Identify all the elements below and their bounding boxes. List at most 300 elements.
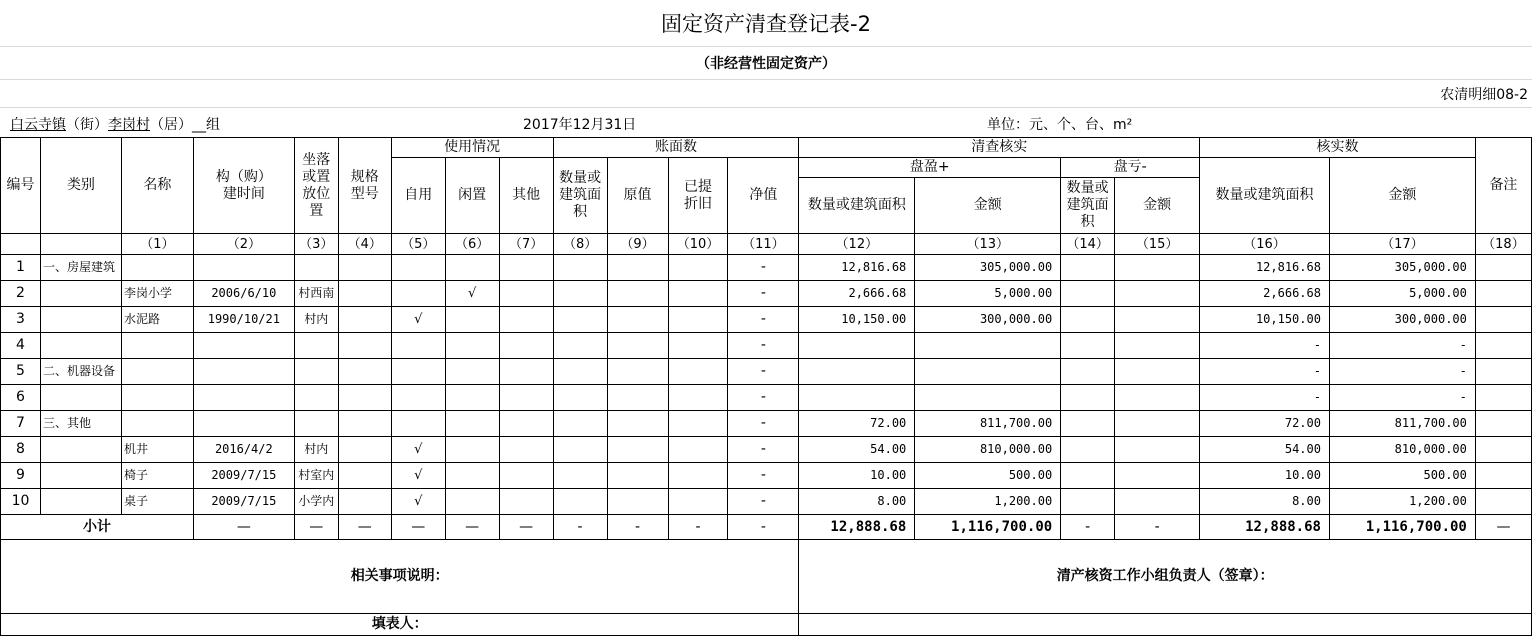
row-surplus-amt: 300,000.00 [915, 307, 1061, 333]
row-orig-value [607, 281, 668, 307]
row-surplus-qty: 12,816.68 [799, 255, 915, 281]
index-cell: （14） [1061, 234, 1115, 255]
unit-label: 单位：元、个、台、m² [987, 117, 1133, 133]
subtotal-surplus-amt: 1,116,700.00 [915, 515, 1061, 540]
row-no: 7 [1, 411, 41, 437]
town-name: 白云寺镇 [10, 117, 66, 133]
row-self-use: √ [391, 437, 445, 463]
row-spec [338, 255, 391, 281]
row-idle [445, 437, 499, 463]
index-cell [40, 234, 121, 255]
row-verified-amt: 305,000.00 [1329, 255, 1475, 281]
row-idle [445, 255, 499, 281]
row-name: 水泥路 [121, 307, 193, 333]
row-loss-qty [1061, 463, 1115, 489]
row-verified-qty: 8.00 [1200, 489, 1330, 515]
row-remark [1475, 333, 1531, 359]
row-location: 村内 [294, 307, 338, 333]
row-net-value: - [728, 489, 799, 515]
form-code: 农清明细08-2 [1440, 87, 1528, 103]
table-row [1, 281, 1532, 307]
row-verified-amt: 500.00 [1329, 463, 1475, 489]
row-location: 村西南 [294, 281, 338, 307]
row-orig-value [607, 437, 668, 463]
row-orig-value [607, 307, 668, 333]
row-book-qty [553, 411, 607, 437]
row-verified-qty: - [1200, 333, 1330, 359]
row-orig-value [607, 333, 668, 359]
row-net-value: - [728, 307, 799, 333]
row-name: 椅子 [121, 463, 193, 489]
row-verified-amt: 810,000.00 [1329, 437, 1475, 463]
index-cell [1, 234, 41, 255]
row-other [499, 307, 553, 333]
filler-label: 填表人： [371, 616, 428, 632]
row-category: 三、其他 [40, 411, 121, 437]
row-other [499, 385, 553, 411]
row-other [499, 411, 553, 437]
row-remark [1475, 463, 1531, 489]
row-surplus-amt: 500.00 [915, 463, 1061, 489]
row-spec [338, 281, 391, 307]
row-verified-qty: 10,150.00 [1200, 307, 1330, 333]
row-location: 村内 [294, 437, 338, 463]
row-spec [338, 411, 391, 437]
header-verified-qty: 数量或建筑面积 [1200, 158, 1330, 234]
row-spec [338, 489, 391, 515]
row-book-qty [553, 463, 607, 489]
row-location [294, 411, 338, 437]
index-cell: （12） [799, 234, 915, 255]
row-category: 一、房屋建筑 [40, 255, 121, 281]
row-idle [445, 463, 499, 489]
row-no: 4 [1, 333, 41, 359]
row-idle [445, 307, 499, 333]
row-loss-qty [1061, 281, 1115, 307]
row-net-value: - [728, 463, 799, 489]
row-verified-amt: - [1329, 333, 1475, 359]
row-loss-amt [1115, 489, 1200, 515]
row-category [40, 489, 121, 515]
notes-row [1, 540, 1532, 614]
row-spec [338, 437, 391, 463]
row-orig-value [607, 359, 668, 385]
row-category: 二、机器设备 [40, 359, 121, 385]
subtotal-dash: — [1475, 515, 1531, 540]
row-book-qty [553, 281, 607, 307]
row-depreciation [668, 307, 728, 333]
subtotal-dash: — [445, 515, 499, 540]
row-self-use [391, 411, 445, 437]
row-no: 10 [1, 489, 41, 515]
row-orig-value [607, 411, 668, 437]
row-idle [445, 385, 499, 411]
subtotal-dash: — [338, 515, 391, 540]
row-net-value: - [728, 359, 799, 385]
row-loss-amt [1115, 411, 1200, 437]
form-title: 固定资产清查登记表-2 [0, 0, 1532, 47]
subtotal-dash: — [391, 515, 445, 540]
header-loss-amt: 金额 [1115, 178, 1200, 234]
row-built-time [193, 333, 294, 359]
row-surplus-qty [799, 385, 915, 411]
town-suffix: （街） [66, 117, 108, 133]
header-verified-amt: 金额 [1329, 158, 1475, 234]
row-remark [1475, 307, 1531, 333]
row-surplus-qty: 10.00 [799, 463, 915, 489]
row-loss-qty [1061, 333, 1115, 359]
row-remark [1475, 385, 1531, 411]
row-loss-amt [1115, 255, 1200, 281]
row-verified-amt: - [1329, 385, 1475, 411]
subtotal-dash: — [193, 515, 294, 540]
subtotal-dash: - [1061, 515, 1115, 540]
row-name [121, 333, 193, 359]
row-surplus-qty: 10,150.00 [799, 307, 915, 333]
index-cell: （3） [294, 234, 338, 255]
row-net-value: - [728, 385, 799, 411]
header-verified: 核实数 [1200, 138, 1476, 158]
header-usage: 使用情况 [391, 138, 553, 158]
row-verified-qty: 72.00 [1200, 411, 1330, 437]
row-net-value: - [728, 437, 799, 463]
village-suffix: （居） [150, 117, 192, 133]
row-location [294, 385, 338, 411]
table-row [1, 333, 1532, 359]
index-cell: （1） [121, 234, 193, 255]
row-verified-qty: 10.00 [1200, 463, 1330, 489]
row-location [294, 255, 338, 281]
row-self-use [391, 281, 445, 307]
row-orig-value [607, 463, 668, 489]
row-loss-amt [1115, 333, 1200, 359]
row-book-qty [553, 489, 607, 515]
notes-cell [1, 540, 799, 614]
row-loss-amt [1115, 281, 1200, 307]
row-surplus-amt [915, 385, 1061, 411]
row-spec [338, 307, 391, 333]
row-location: 村室内 [294, 463, 338, 489]
row-loss-qty [1061, 359, 1115, 385]
row-self-use [391, 333, 445, 359]
row-category [40, 281, 121, 307]
row-book-qty [553, 385, 607, 411]
row-remark [1475, 411, 1531, 437]
group-suffix: 组 [206, 117, 220, 133]
row-net-value: - [728, 281, 799, 307]
row-depreciation [668, 463, 728, 489]
row-surplus-amt [915, 333, 1061, 359]
index-cell: （18） [1475, 234, 1531, 255]
index-cell: （10） [668, 234, 728, 255]
row-remark [1475, 255, 1531, 281]
row-verified-amt: 300,000.00 [1329, 307, 1475, 333]
table-row [1, 307, 1532, 333]
row-self-use [391, 255, 445, 281]
row-surplus-qty: 2,666.68 [799, 281, 915, 307]
row-other [499, 489, 553, 515]
row-verified-qty: 12,816.68 [1200, 255, 1330, 281]
row-other [499, 281, 553, 307]
row-loss-amt [1115, 359, 1200, 385]
header-loss-qty: 数量或建筑面积 [1061, 178, 1115, 234]
row-built-time [193, 359, 294, 385]
subtotal-verified-amt: 1,116,700.00 [1329, 515, 1475, 540]
subtotal-dash: - [728, 515, 799, 540]
index-cell: （16） [1200, 234, 1330, 255]
row-surplus-amt [915, 359, 1061, 385]
subtotal-label: 小计 [1, 515, 194, 540]
row-net-value: - [728, 333, 799, 359]
row-surplus-amt: 1,200.00 [915, 489, 1061, 515]
table-row [1, 411, 1532, 437]
index-cell: （11） [728, 234, 799, 255]
row-other [499, 255, 553, 281]
header-net-value: 净值 [728, 158, 799, 234]
subtotal-dash: - [668, 515, 728, 540]
row-surplus-amt: 811,700.00 [915, 411, 1061, 437]
row-no: 6 [1, 385, 41, 411]
row-built-time: 2006/6/10 [193, 281, 294, 307]
row-loss-amt [1115, 437, 1200, 463]
row-depreciation [668, 255, 728, 281]
index-cell: （2） [193, 234, 294, 255]
row-loss-amt [1115, 307, 1200, 333]
header-depreciation: 已提折旧 [668, 158, 728, 234]
row-surplus-qty [799, 359, 915, 385]
index-cell: （13） [915, 234, 1061, 255]
column-index-row [1, 234, 1532, 255]
row-depreciation [668, 437, 728, 463]
header-no: 编号 [1, 138, 41, 234]
row-verified-amt: 811,700.00 [1329, 411, 1475, 437]
row-category [40, 307, 121, 333]
row-orig-value [607, 255, 668, 281]
row-surplus-amt: 5,000.00 [915, 281, 1061, 307]
row-spec [338, 359, 391, 385]
row-category [40, 463, 121, 489]
row-surplus-qty: 8.00 [799, 489, 915, 515]
row-loss-qty [1061, 385, 1115, 411]
row-remark [1475, 489, 1531, 515]
row-surplus-amt: 305,000.00 [915, 255, 1061, 281]
table-row [1, 385, 1532, 411]
row-location [294, 333, 338, 359]
row-net-value: - [728, 255, 799, 281]
subtotal-dash: — [294, 515, 338, 540]
subtotal-row [1, 515, 1532, 540]
row-remark [1475, 281, 1531, 307]
row-spec [338, 333, 391, 359]
index-cell: （9） [607, 234, 668, 255]
row-self-use: √ [391, 463, 445, 489]
row-depreciation [668, 489, 728, 515]
responsible-label: 清产核资工作小组负责人（签章）： [1056, 568, 1274, 584]
row-verified-qty: - [1200, 359, 1330, 385]
index-cell: （4） [338, 234, 391, 255]
subtotal-dash: — [499, 515, 553, 540]
row-name [121, 411, 193, 437]
responsible-cell [799, 540, 1532, 614]
table-row [1, 359, 1532, 385]
header-spec: 规格型号 [338, 138, 391, 234]
filler-cell [1, 614, 799, 636]
row-other [499, 437, 553, 463]
row-self-use [391, 385, 445, 411]
row-built-time: 1990/10/21 [193, 307, 294, 333]
row-no: 2 [1, 281, 41, 307]
header-row-1 [1, 138, 1532, 158]
row-surplus-amt: 810,000.00 [915, 437, 1061, 463]
row-depreciation [668, 333, 728, 359]
row-location [294, 359, 338, 385]
table-row [1, 489, 1532, 515]
subtotal-dash: - [553, 515, 607, 540]
row-net-value: - [728, 411, 799, 437]
header-book-qty: 数量或建筑面积 [553, 158, 607, 234]
header-built-time: 构（购）建时间 [193, 138, 294, 234]
row-name [121, 359, 193, 385]
table-row [1, 437, 1532, 463]
row-depreciation [668, 411, 728, 437]
filler-row [1, 614, 1532, 636]
row-category [40, 437, 121, 463]
row-idle [445, 359, 499, 385]
header-book: 账面数 [553, 138, 799, 158]
row-loss-qty [1061, 255, 1115, 281]
row-verified-amt: 5,000.00 [1329, 281, 1475, 307]
row-verified-qty: - [1200, 385, 1330, 411]
village-name: 李岗村 [108, 117, 150, 133]
row-self-use [391, 359, 445, 385]
index-cell: （15） [1115, 234, 1200, 255]
row-remark [1475, 359, 1531, 385]
row-idle [445, 333, 499, 359]
row-verified-qty: 2,666.68 [1200, 281, 1330, 307]
row-loss-amt [1115, 385, 1200, 411]
divider [0, 107, 1532, 108]
index-cell: （5） [391, 234, 445, 255]
row-name [121, 255, 193, 281]
group-blank: __ [192, 117, 206, 133]
row-loss-qty [1061, 489, 1115, 515]
row-verified-qty: 54.00 [1200, 437, 1330, 463]
row-built-time: 2009/7/15 [193, 489, 294, 515]
row-name: 李岗小学 [121, 281, 193, 307]
row-built-time: 2009/7/15 [193, 463, 294, 489]
header-category: 类别 [40, 138, 121, 234]
filler-empty [799, 614, 1532, 636]
row-category [40, 333, 121, 359]
row-verified-amt: - [1329, 359, 1475, 385]
index-cell: （17） [1329, 234, 1475, 255]
header-name: 名称 [121, 138, 193, 234]
row-idle: √ [445, 281, 499, 307]
row-orig-value [607, 385, 668, 411]
row-surplus-qty: 54.00 [799, 437, 915, 463]
row-built-time [193, 255, 294, 281]
row-name: 桌子 [121, 489, 193, 515]
row-loss-qty [1061, 411, 1115, 437]
header-surplus-amt: 金额 [915, 178, 1061, 234]
header-loss: 盘亏- [1061, 158, 1200, 178]
header-location: 坐落或置放位置 [294, 138, 338, 234]
form-subtitle: （非经营性固定资产） [0, 47, 1532, 80]
header-surplus-qty: 数量或建筑面积 [799, 178, 915, 234]
row-idle [445, 489, 499, 515]
index-cell: （7） [499, 234, 553, 255]
table-row [1, 463, 1532, 489]
notes-label: 相关事项说明： [350, 568, 449, 584]
row-no: 8 [1, 437, 41, 463]
row-other [499, 333, 553, 359]
row-other [499, 463, 553, 489]
row-no: 9 [1, 463, 41, 489]
row-no: 1 [1, 255, 41, 281]
row-depreciation [668, 359, 728, 385]
row-no: 5 [1, 359, 41, 385]
row-orig-value [607, 489, 668, 515]
subtotal-surplus-qty: 12,888.68 [799, 515, 915, 540]
row-depreciation [668, 385, 728, 411]
index-cell: （6） [445, 234, 499, 255]
row-verified-amt: 1,200.00 [1329, 489, 1475, 515]
row-other [499, 359, 553, 385]
row-loss-amt [1115, 463, 1200, 489]
row-self-use: √ [391, 307, 445, 333]
row-loss-qty [1061, 307, 1115, 333]
header-remark: 备注 [1475, 138, 1531, 234]
row-book-qty [553, 307, 607, 333]
row-name [121, 385, 193, 411]
row-book-qty [553, 255, 607, 281]
header-other: 其他 [499, 158, 553, 234]
row-book-qty [553, 333, 607, 359]
row-no: 3 [1, 307, 41, 333]
row-built-time: 2016/4/2 [193, 437, 294, 463]
row-built-time [193, 385, 294, 411]
header-surplus: 盘盈+ [799, 158, 1061, 178]
header-check: 清查核实 [799, 138, 1200, 158]
report-date: 2017年12月31日 [523, 117, 637, 133]
row-spec [338, 385, 391, 411]
row-book-qty [553, 359, 607, 385]
row-idle [445, 411, 499, 437]
row-surplus-qty: 72.00 [799, 411, 915, 437]
row-self-use: √ [391, 489, 445, 515]
header-idle: 闲置 [445, 158, 499, 234]
row-built-time [193, 411, 294, 437]
row-spec [338, 463, 391, 489]
index-cell: （8） [553, 234, 607, 255]
asset-table [0, 137, 1532, 636]
subtotal-dash: - [607, 515, 668, 540]
row-book-qty [553, 437, 607, 463]
header-orig-value: 原值 [607, 158, 668, 234]
row-depreciation [668, 281, 728, 307]
location-line [10, 114, 220, 134]
subtotal-verified-qty: 12,888.68 [1200, 515, 1330, 540]
row-name: 机井 [121, 437, 193, 463]
row-remark [1475, 437, 1531, 463]
table-row [1, 255, 1532, 281]
row-category [40, 385, 121, 411]
subtotal-dash: - [1115, 515, 1200, 540]
row-surplus-qty [799, 333, 915, 359]
row-location: 小学内 [294, 489, 338, 515]
header-self-use: 自用 [391, 158, 445, 234]
row-loss-qty [1061, 437, 1115, 463]
